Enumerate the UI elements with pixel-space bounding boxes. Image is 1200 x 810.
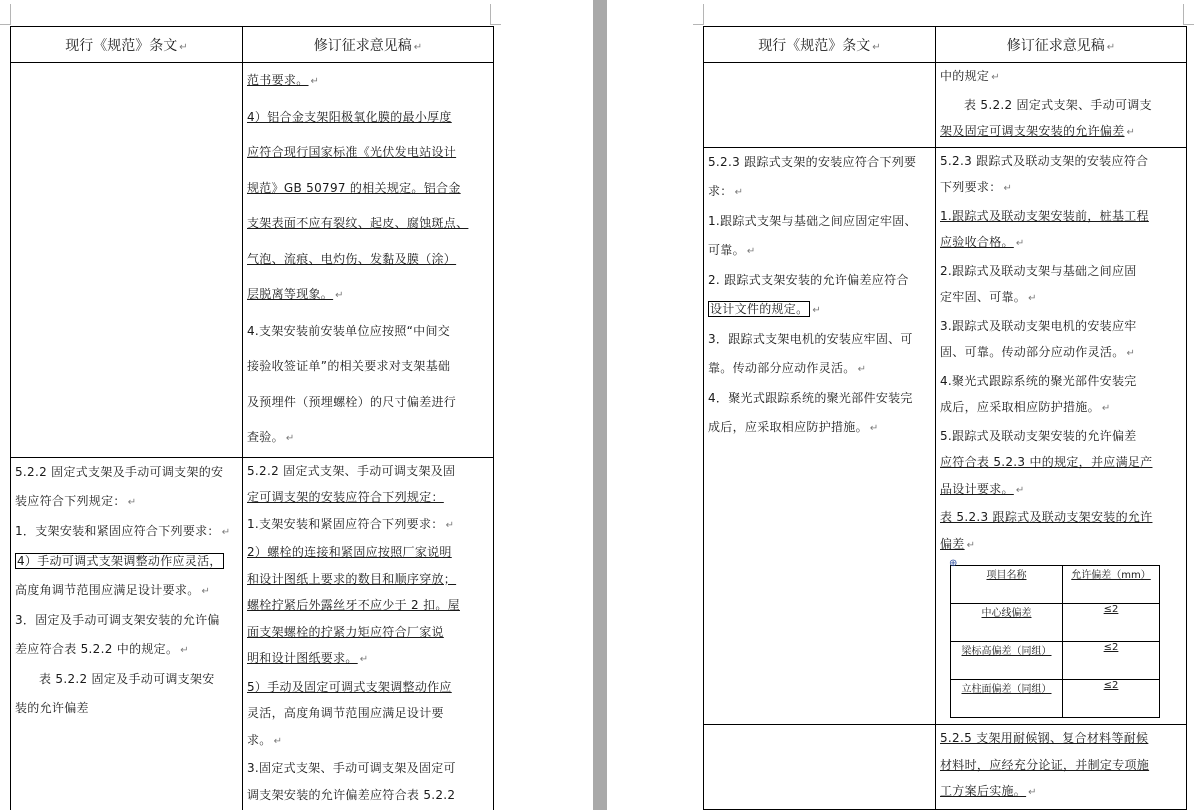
subtable-header-item: 项目名称 [951,566,1063,604]
cell-revised-row2: 5.2.3 跟踪式及联动支架的安装应符合 下列要求： ↵ 1.跟踪式及联动支架安装前，桩基工程 应验收合格。 ↵ 2.跟踪式及联动支架与基础之间应固 定牢固、可靠。 ↵ 3.跟踪式及联动支架电机的安装应牢 固、可靠。传动部分应动作灵活。 ↵ 4.聚光式跟踪系统的聚光部件安装完 成后，应采取相应防护措施。 ↵ 5.跟踪式及联动支架安装的允许偏差 应符合表 5.2.3 中的规定，并应满足产 品设计要求。 ↵ 表 5.2.3 跟踪式及联动支架安装的允许 偏差 ↵ 项目名称 允许偏差（mm） 中心线偏差 ≤2 梁标高偏差（同组） ≤2 立柱面偏差（同组） ≤2 [936,147,1187,725]
cell-current-row2: 5.2.3 跟踪式支架的安装应符合下列要 求： ↵ 1.跟踪式支架与基础之间应固定牢固、 可靠。 ↵ 2. 跟踪式支架安装的允许偏差应符合 设计文件的规定。 ↵ 3．跟踪式支架电机的安装应牢固、可 靠。传动部分应动作灵活。 ↵ 4．聚光式跟踪系统的聚光部件安装完 成后，应采取相应防护措施。 ↵ [704,147,936,725]
cell-current-row2: 5.2.2 固定式支架及手动可调支架的安 装应符合下列规定： ↵ 1．支架安装和紧固应符合下列要求： ↵ 4）手动可调式支架调整动作应灵活， 高度角调节范围应满足设计要求。 ↵ 3．固定及手动可调支架安装的允许偏 差应符合表 5.2.2 中的规定。 ↵ 表 5.2.2 固定及手动可调支架安 装的允许偏差 [11,457,243,810]
subtable-row [951,642,1160,680]
header-revised-draft: 修订征求意见稿 ↵ [936,27,1187,63]
document-page-right [607,0,1200,810]
comparison-table-left [10,26,494,810]
cell-revised-row1: 范书要求。 ↵ 4）铝合金支架阳极氧化膜的最小厚度 应符合现行国家标准《光伏发电站设计 规范》GB 50797 的相关规定。铝合金 支架表面不应有裂纹、起皮、腐蚀斑点、 气泡、流痕、电灼伤、发黏及膜（涂） 层脱离等现象。 ↵ 4.支架安装前安装单位应按照“中间交 接验收签证单”的相关要求对支架基础 及预埋件（预埋螺栓）的尺寸偏差进行 查验。 ↵ [243,63,494,458]
page-gutter [593,0,607,810]
subtable-header-row [951,566,1160,604]
crop-mark [1183,4,1194,25]
subtable-item-name: 中心线偏差 [951,604,1063,642]
subtable-row [951,680,1160,718]
subtable-header-tolerance: 允许偏差（mm） [1063,566,1160,604]
cell-revised-row1: 中的规定 ↵ 表 5.2.2 固定式支架、手动可调支 架及固定可调支架安装的允许偏差 ↵ [936,63,1187,148]
cell-revised-row3: 5.2.5 支架用耐候钢、复合材料等耐候 材料时，应经充分论证，并制定专项施 工方案后实施。 ↵ [936,725,1187,810]
crop-mark [490,4,501,25]
header-current-code: 现行《规范》条文 ↵ [11,27,243,63]
subtable-tolerance-value: ≤2 [1063,680,1160,718]
crop-mark [0,4,11,25]
cell-current-row1 [11,63,243,458]
subtable-row [951,604,1160,642]
cell-revised-row2: 5.2.2 固定式支架、手动可调支架及固 定可调支架的安装应符合下列规定： 1.支架安装和紧固应符合下列要求： ↵ 2）螺栓的连接和紧固应按照厂家说明 和设计图纸上要求的数目和顺序穿放； 螺栓拧紧后外露丝牙不应少于 2 扣。屋 面支架螺栓的拧紧力矩应符合厂家说 明和设计图纸要求。 ↵ 5）手动及固定可调式支架调整动作应 灵活，高度角调节范围应满足设计要 求。 ↵ 3.固定式支架、手动可调支架及固定可 调支架安装的允许偏差应符合表 5.2.2 [243,457,494,810]
subtable-tolerance-value: ≤2 [1063,604,1160,642]
comparison-table-right [703,26,1187,810]
subtable-item-name: 立柱面偏差（同组） [951,680,1063,718]
table-move-handle-icon[interactable]: ⊕ [949,558,958,569]
cell-current-row3 [704,725,936,810]
document-page-left [0,0,593,810]
crop-mark [693,4,704,25]
subtable-tolerance-value: ≤2 [1063,642,1160,680]
header-revised-draft: 修订征求意见稿 ↵ [243,27,494,63]
cell-current-row1 [704,63,936,148]
header-current-code: 现行《规范》条文 ↵ [704,27,936,63]
tolerance-subtable [950,565,1160,718]
subtable-item-name: 梁标高偏差（同组） [951,642,1063,680]
